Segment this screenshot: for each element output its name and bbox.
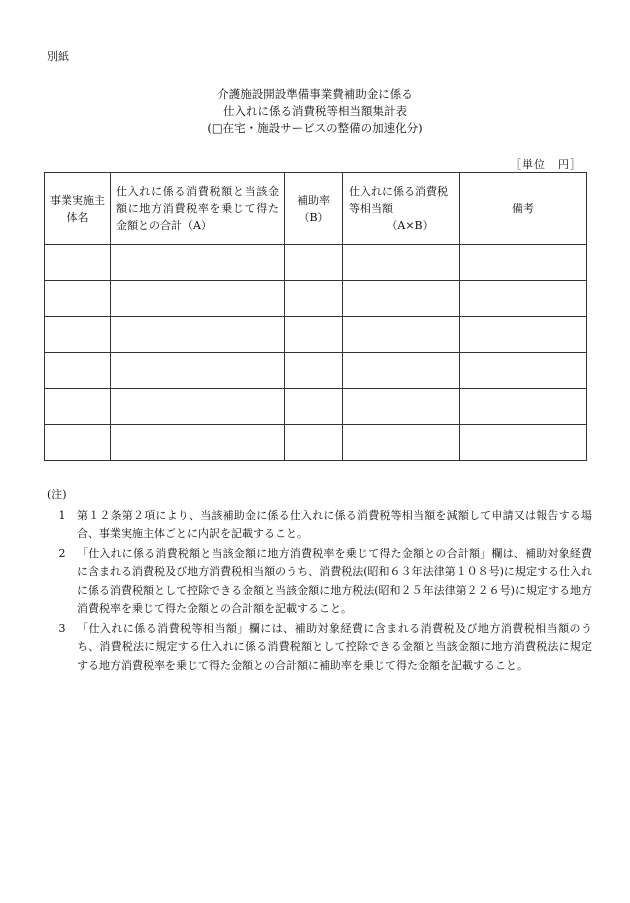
cell-tax-equivalent[interactable]	[343, 245, 460, 281]
cell-remarks[interactable]	[460, 281, 587, 317]
header-entity-name: 事業実施主体名	[45, 173, 111, 245]
table-row	[45, 425, 587, 461]
cell-tax-equivalent[interactable]	[343, 353, 460, 389]
table-row	[45, 245, 587, 281]
table-row	[45, 281, 587, 317]
header-tax-equivalent	[343, 173, 460, 245]
cell-remarks[interactable]	[460, 317, 587, 353]
cell-entity-name[interactable]	[45, 353, 111, 389]
cell-entity-name[interactable]	[45, 389, 111, 425]
note-text: 第１２条第２項により、当該補助金に係る仕入れに係る消費税等相当額を減額して申請又は報告する場合、事業実施主体ごとに内訳を記載すること。	[77, 508, 592, 540]
note-item	[47, 507, 592, 544]
cell-total-amount[interactable]	[111, 317, 285, 353]
cell-entity-name[interactable]	[45, 281, 111, 317]
note-text: 「仕入れに係る消費税額と当該金額に地方消費税率を乗じて得た金額との合計額」欄は、補助対象経費に含まれる消費税及び地方消費税相当額のうち、消費税法(昭和６３年法律第１０８号)に規定する仕入れに係る消費税額として控除できる金額と当該金額に地方税法(昭和２５年法律第２２６号)に規定する地方消費税率を乗じて得た金額との合計額を記載すること。	[77, 546, 592, 615]
cell-subsidy-rate[interactable]	[285, 425, 343, 461]
annex-label: 別紙	[47, 50, 69, 63]
cell-remarks[interactable]	[460, 353, 587, 389]
note-number: 1	[58, 508, 66, 522]
unit-label: ［単位 円］	[510, 158, 582, 171]
cell-tax-equivalent[interactable]	[343, 425, 460, 461]
cell-total-amount[interactable]	[111, 389, 285, 425]
header-total-amount: 仕入れに係る消費税額と当該金額に地方消費税率を乗じて得た金額との合計（A）	[111, 173, 285, 245]
cell-tax-equivalent[interactable]	[343, 389, 460, 425]
cell-subsidy-rate[interactable]	[285, 281, 343, 317]
cell-entity-name[interactable]	[45, 317, 111, 353]
title-line-2: 仕入れに係る消費税等相当額集計表	[223, 104, 407, 118]
note-item	[47, 620, 592, 676]
cell-remarks[interactable]	[460, 245, 587, 281]
table-row	[45, 317, 587, 353]
note-text: 「仕入れに係る消費税等相当額」欄には、補助対象経費に含まれる消費税及び地方消費税相当額のうち、消費税法に規定する仕入れに係る消費税額として控除できる金額と当該金額に地方消費税法に規定する地方消費税率を乗じて得た金額との合計額に補助率を乗じて得た金額を記載すること。	[77, 621, 592, 672]
notes-label: (注)	[47, 488, 67, 501]
note-number: 3	[58, 621, 66, 635]
cell-total-amount[interactable]	[111, 425, 285, 461]
cell-total-amount[interactable]	[111, 281, 285, 317]
table-row	[45, 389, 587, 425]
header-remarks: 備考	[460, 173, 587, 245]
header-tax-equivalent-formula: （A×B）	[386, 219, 434, 232]
note-number: 2	[58, 546, 66, 560]
cell-subsidy-rate[interactable]	[285, 245, 343, 281]
title-line-3: (□在宅・施設サービスの整備の加速化分)	[207, 121, 423, 135]
cell-remarks[interactable]	[460, 389, 587, 425]
cell-entity-name[interactable]	[45, 245, 111, 281]
cell-tax-equivalent[interactable]	[343, 281, 460, 317]
cell-total-amount[interactable]	[111, 245, 285, 281]
header-subsidy-rate: 補助率（B）	[285, 173, 343, 245]
cell-subsidy-rate[interactable]	[285, 353, 343, 389]
cell-remarks[interactable]	[460, 425, 587, 461]
notes-section	[47, 486, 592, 675]
tax-summary-table	[44, 172, 587, 461]
note-item	[47, 545, 592, 619]
table-header-row	[45, 173, 587, 245]
cell-total-amount[interactable]	[111, 353, 285, 389]
title-line-1: 介護施設開設準備事業費補助金に係る	[217, 87, 413, 101]
cell-entity-name[interactable]	[45, 425, 111, 461]
cell-subsidy-rate[interactable]	[285, 317, 343, 353]
document-title	[0, 86, 630, 137]
cell-subsidy-rate[interactable]	[285, 389, 343, 425]
header-tax-equivalent-main: 仕入れに係る消費税等相当額	[349, 185, 448, 215]
table-row	[45, 353, 587, 389]
cell-tax-equivalent[interactable]	[343, 317, 460, 353]
